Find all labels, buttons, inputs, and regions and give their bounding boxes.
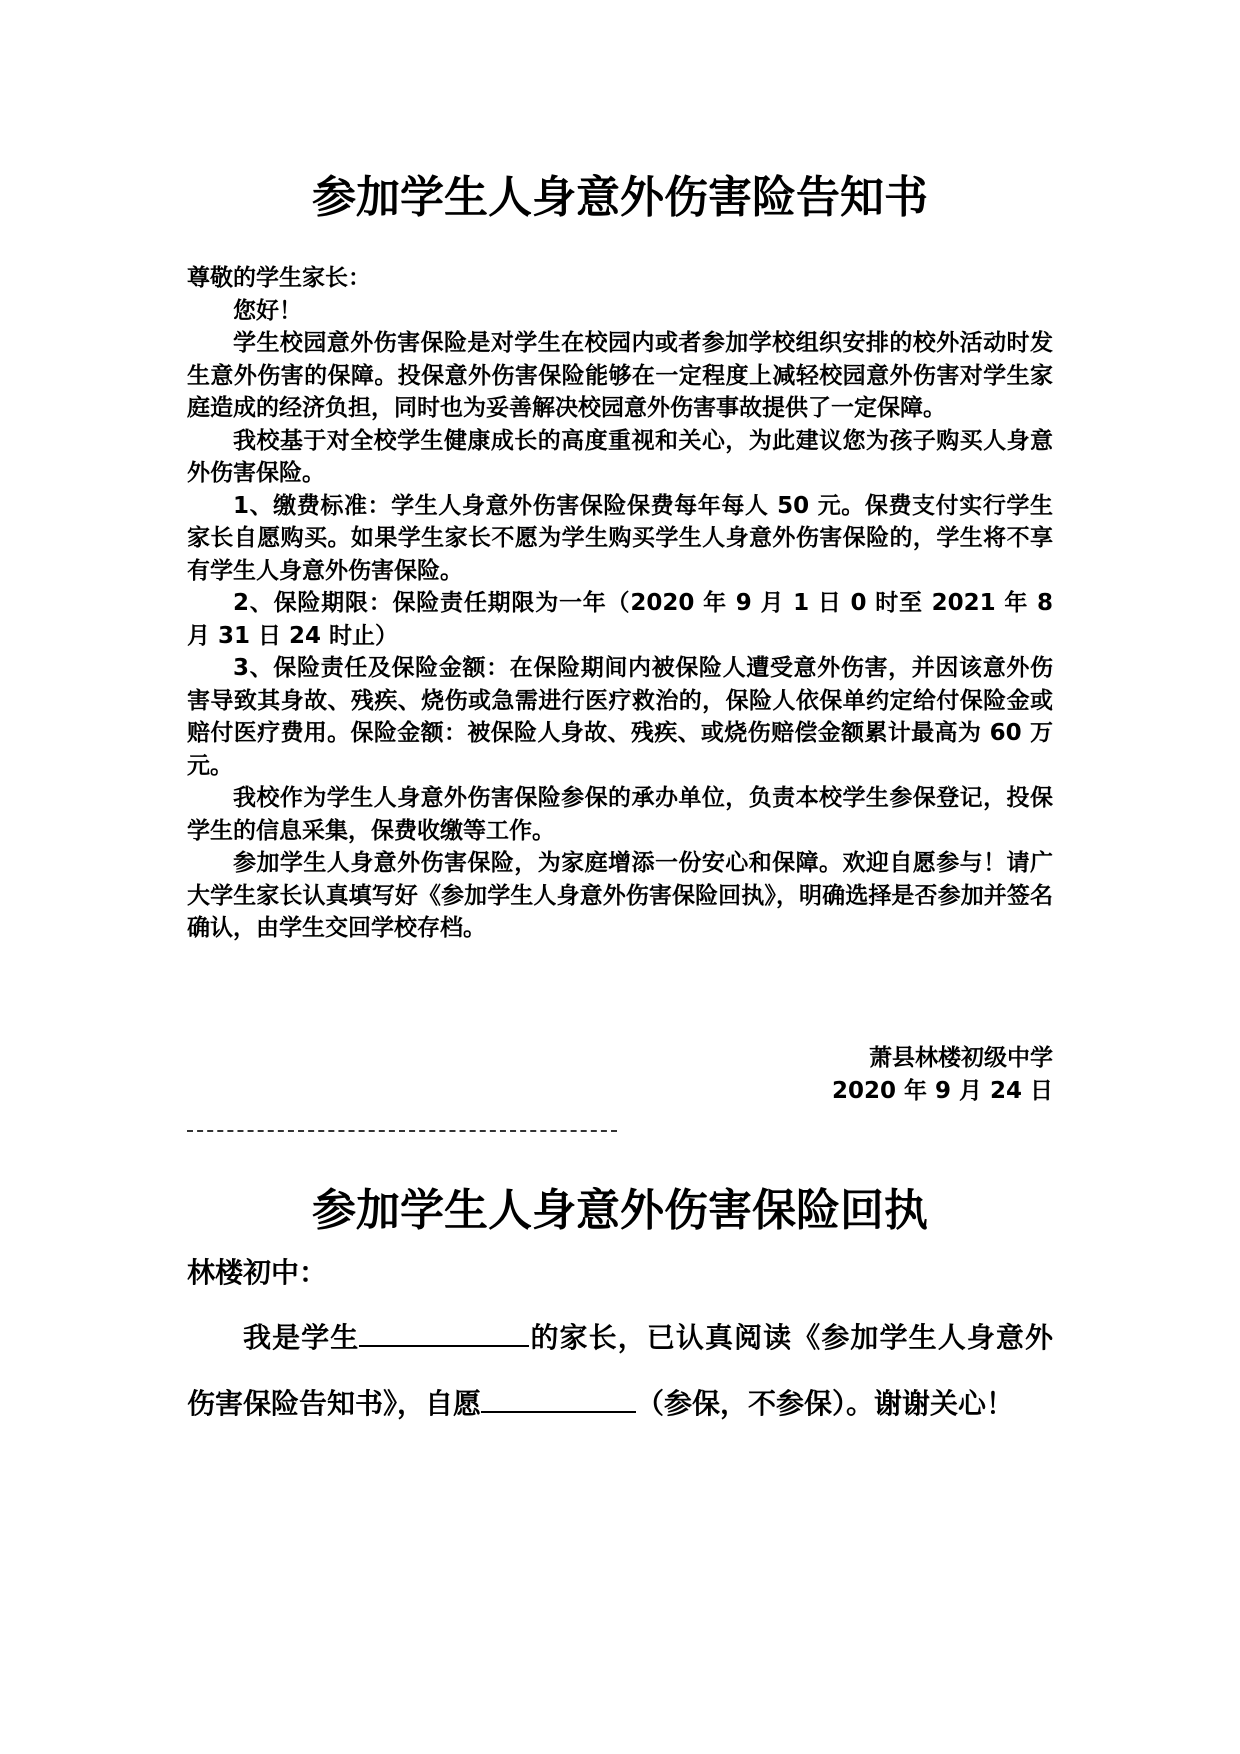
cut-line-divider xyxy=(187,1130,617,1132)
receipt-statement xyxy=(187,1305,1053,1437)
notice-paragraph: 我校作为学生人身意外伤害保险参保的承办单位，负责本校学生参保登记，投保学生的信息采集，保费收缴等工作。 xyxy=(187,785,1053,844)
receipt-addressee: 林楼初中： xyxy=(187,1256,328,1289)
receipt-body xyxy=(187,1305,1053,1437)
signature-date: 2020 年 9 月 24 日 xyxy=(831,1078,1053,1104)
notice-body xyxy=(187,262,1053,945)
notice-paragraph: 学生校园意外伤害保险是对学生在校园内或者参加学校组织安排的校外活动时发生意外伤害的保障。投保意外伤害保险能够在一定程度上减轻校园意外伤害对学生家庭造成的经济负担，同时也为妥善解决校园意外伤害事故提供了一定保障。 xyxy=(187,330,1053,421)
student-name-blank[interactable] xyxy=(359,1311,529,1347)
notice-paragraph-coverage: 3、保险责任及保险金额：在保险期间内被保险人遭受意外伤害，并因该意外伤害导致其身故、残疾、烧伤或急需进行医疗救治的，保险人依保单约定给付保险金或赔付医疗费用。保险金额：被保险人身故、残疾、或烧伤赔偿金额累计最高为 60 万元。 xyxy=(187,655,1053,779)
receipt-text-2: 的家长，已认真阅读《参加学生人身意外伤害保险告知书》，自愿 xyxy=(187,1321,1053,1420)
notice-paragraph-fee-standard: 1、缴费标准：学生人身意外伤害保险保费每年每人 50 元。保费支付实行学生家长自愿购买。如果学生家长不愿为学生购买学生人身意外伤害保险的，学生将不享有学生人身意外伤害保险。 xyxy=(187,492,1053,584)
receipt-title: 参加学生人身意外伤害保险回执 xyxy=(312,1185,928,1236)
salutation: 尊敬的学生家长： xyxy=(187,265,371,291)
receipt-text-1: 我是学生 xyxy=(243,1321,360,1354)
greeting: 您好！ xyxy=(233,297,302,324)
signature-school: 萧县林楼初级中学 xyxy=(869,1045,1053,1071)
participation-choice-blank[interactable] xyxy=(481,1377,636,1413)
notice-paragraph-insurance-period: 2、保险期限：保险责任期限为一年（2020 年 9 月 1 日 0 时至 2021 年 8 月 31 日 24 时止） xyxy=(187,590,1053,649)
notice-paragraph: 参加学生人身意外伤害保险，为家庭增添一份安心和保障。欢迎自愿参与！请广大学生家长认真填写好《参加学生人身意外伤害保险回执》，明确选择是否参加并签名确认，由学生交回学校存档。 xyxy=(187,850,1053,941)
notice-paragraph: 我校基于对全校学生健康成长的高度重视和关心，为此建议您为孩子购买人身意外伤害保险。 xyxy=(187,427,1053,486)
notice-title: 参加学生人身意外伤害险告知书 xyxy=(312,172,928,223)
receipt-text-3: （参保，不参保）。谢谢关心！ xyxy=(636,1387,1015,1420)
